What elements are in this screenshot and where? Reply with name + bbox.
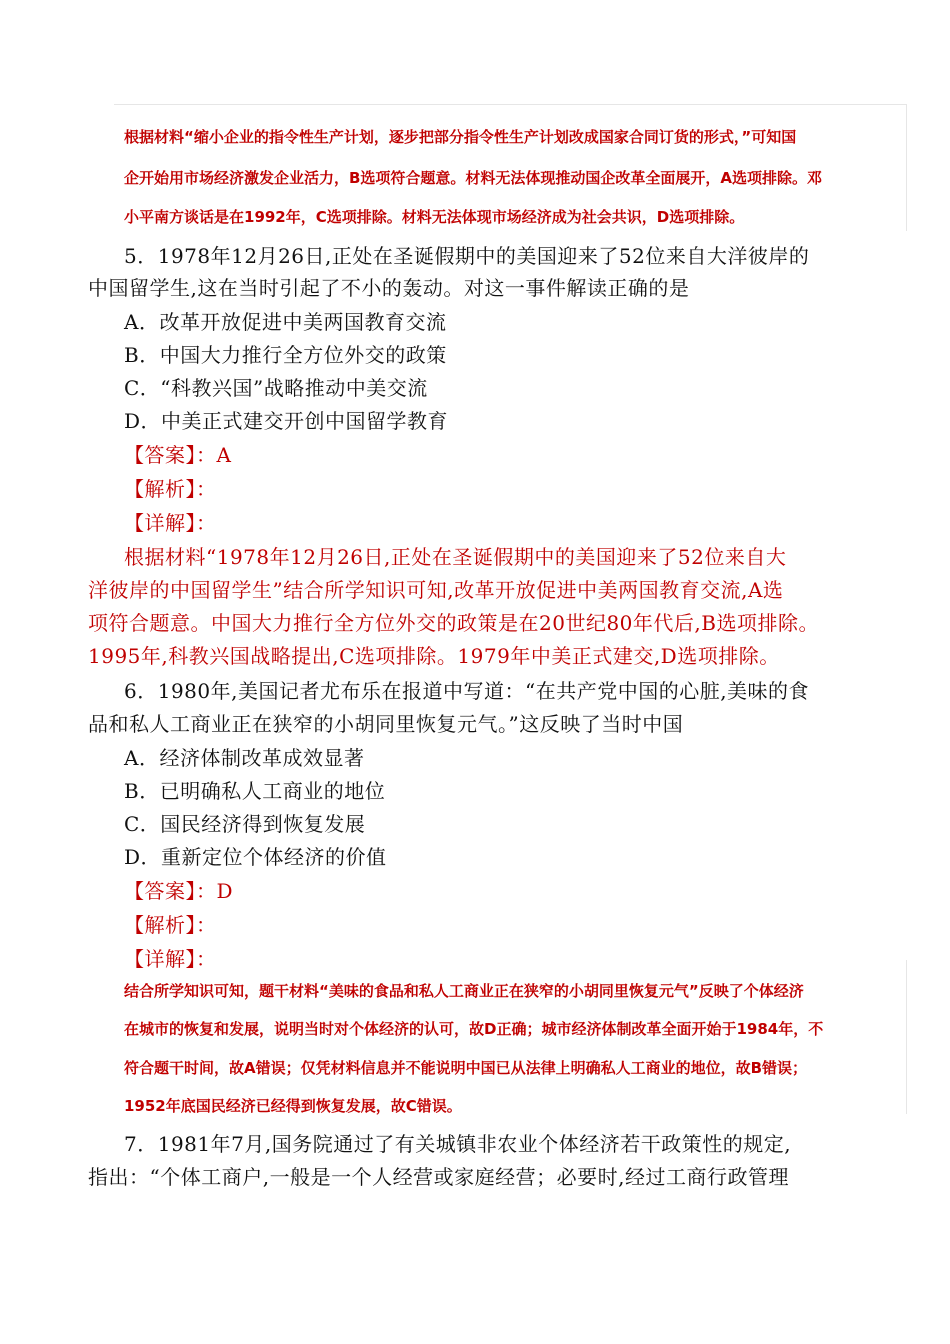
- q6-option-d: D．重新定位个体经济的价值: [124, 845, 387, 869]
- answer-label: 【答案】：: [124, 879, 217, 903]
- q5-analysis-label: 【解析】：: [124, 477, 217, 501]
- prev-explanation-line: 小平南方谈话是在1992年，C选项排除。材料无法体现市场经济成为社会共识，D选项排除。: [124, 208, 745, 226]
- answer-value: D: [216, 879, 234, 903]
- q6-option-b: B．已明确私人工商业的地位: [124, 779, 386, 803]
- prev-explanation-line: 企开始用市场经济激发企业活力，B选项符合题意。材料无法体现推动国企改革全面展开，A选项排除。邓: [124, 169, 823, 187]
- q5-detail-label: 【详解】：: [124, 511, 217, 535]
- answer-value: A: [216, 443, 232, 467]
- q5-option-d: D．中美正式建交开创中国留学教育: [124, 409, 449, 433]
- q6-option-a: A．经济体制改革成效显著: [124, 746, 365, 770]
- q7-stem: 7．1981年7月,国务院通过了有关城镇非农业个体经济若干政策性的规定,: [124, 1132, 792, 1156]
- q5-detail-line: 洋彼岸的中国留学生”结合所学知识可知,改革开放促进中美两国教育交流,A选: [88, 578, 784, 602]
- q6-detail-line: 符合题干时间，故A错误；仅凭材料信息并不能说明中国已从法律上明确私人工商业的地位，故B错误；: [124, 1059, 808, 1077]
- answer-label: 【答案】：: [124, 443, 217, 467]
- q6-detail-line: 在城市的恢复和发展，说明当时对个体经济的认可，故D正确；城市经济体制改革全面开始于1984年，不: [124, 1020, 824, 1038]
- q6-detail-line: 结合所学知识可知，题干材料“美味的食品和私人工商业正在狭窄的小胡同里恢复元气”反映了个体经济: [124, 982, 804, 1000]
- q5-detail-line: 项符合题意。中国大力推行全方位外交的政策是在20世纪80年代后,B选项排除。: [88, 611, 819, 635]
- q6-stem: 6．1980年,美国记者尤布乐在报道中写道：“在共产党中国的心脏,美味的食: [124, 679, 810, 703]
- q6-analysis-label: 【解析】：: [124, 913, 217, 937]
- q6-detail-line: 1952年底国民经济已经得到恢复发展，故C错误。: [124, 1097, 462, 1115]
- q5-option-c: C．“科教兴国”战略推动中美交流: [124, 376, 428, 400]
- q6-detail-label: 【详解】：: [124, 947, 217, 971]
- q5-stem: 5．1978年12月26日,正处在圣诞假期中的美国迎来了52位来自大洋彼岸的: [124, 244, 810, 268]
- q6-option-c: C．国民经济得到恢复发展: [124, 812, 366, 836]
- q5-answer: [124, 439, 231, 468]
- q6-stem: 品和私人工商业正在狭窄的小胡同里恢复元气。”这反映了当时中国: [88, 712, 684, 736]
- q7-stem: 指出：“个体工商户,一般是一个人经营或家庭经营；必要时,经过工商行政管理: [88, 1165, 789, 1189]
- q5-option-a: A．改革开放促进中美两国教育交流: [124, 310, 447, 334]
- q6-answer: [124, 875, 233, 904]
- prev-explanation-line: 根据材料“缩小企业的指令性生产计划，逐步把部分指令性生产计划改成国家合同订货的形式，”可知国: [124, 128, 797, 146]
- q5-stem: 中国留学生,这在当时引起了不小的轰动。对这一事件解读正确的是: [88, 276, 690, 300]
- q5-option-b: B．中国大力推行全方位外交的政策: [124, 343, 447, 367]
- q5-detail-line: 1995年,科教兴国战略提出,C选项排除。1979年中美正式建交,D选项排除。: [88, 644, 780, 668]
- q5-detail-line: 根据材料“1978年12月26日,正处在圣诞假期中的美国迎来了52位来自大: [124, 545, 787, 569]
